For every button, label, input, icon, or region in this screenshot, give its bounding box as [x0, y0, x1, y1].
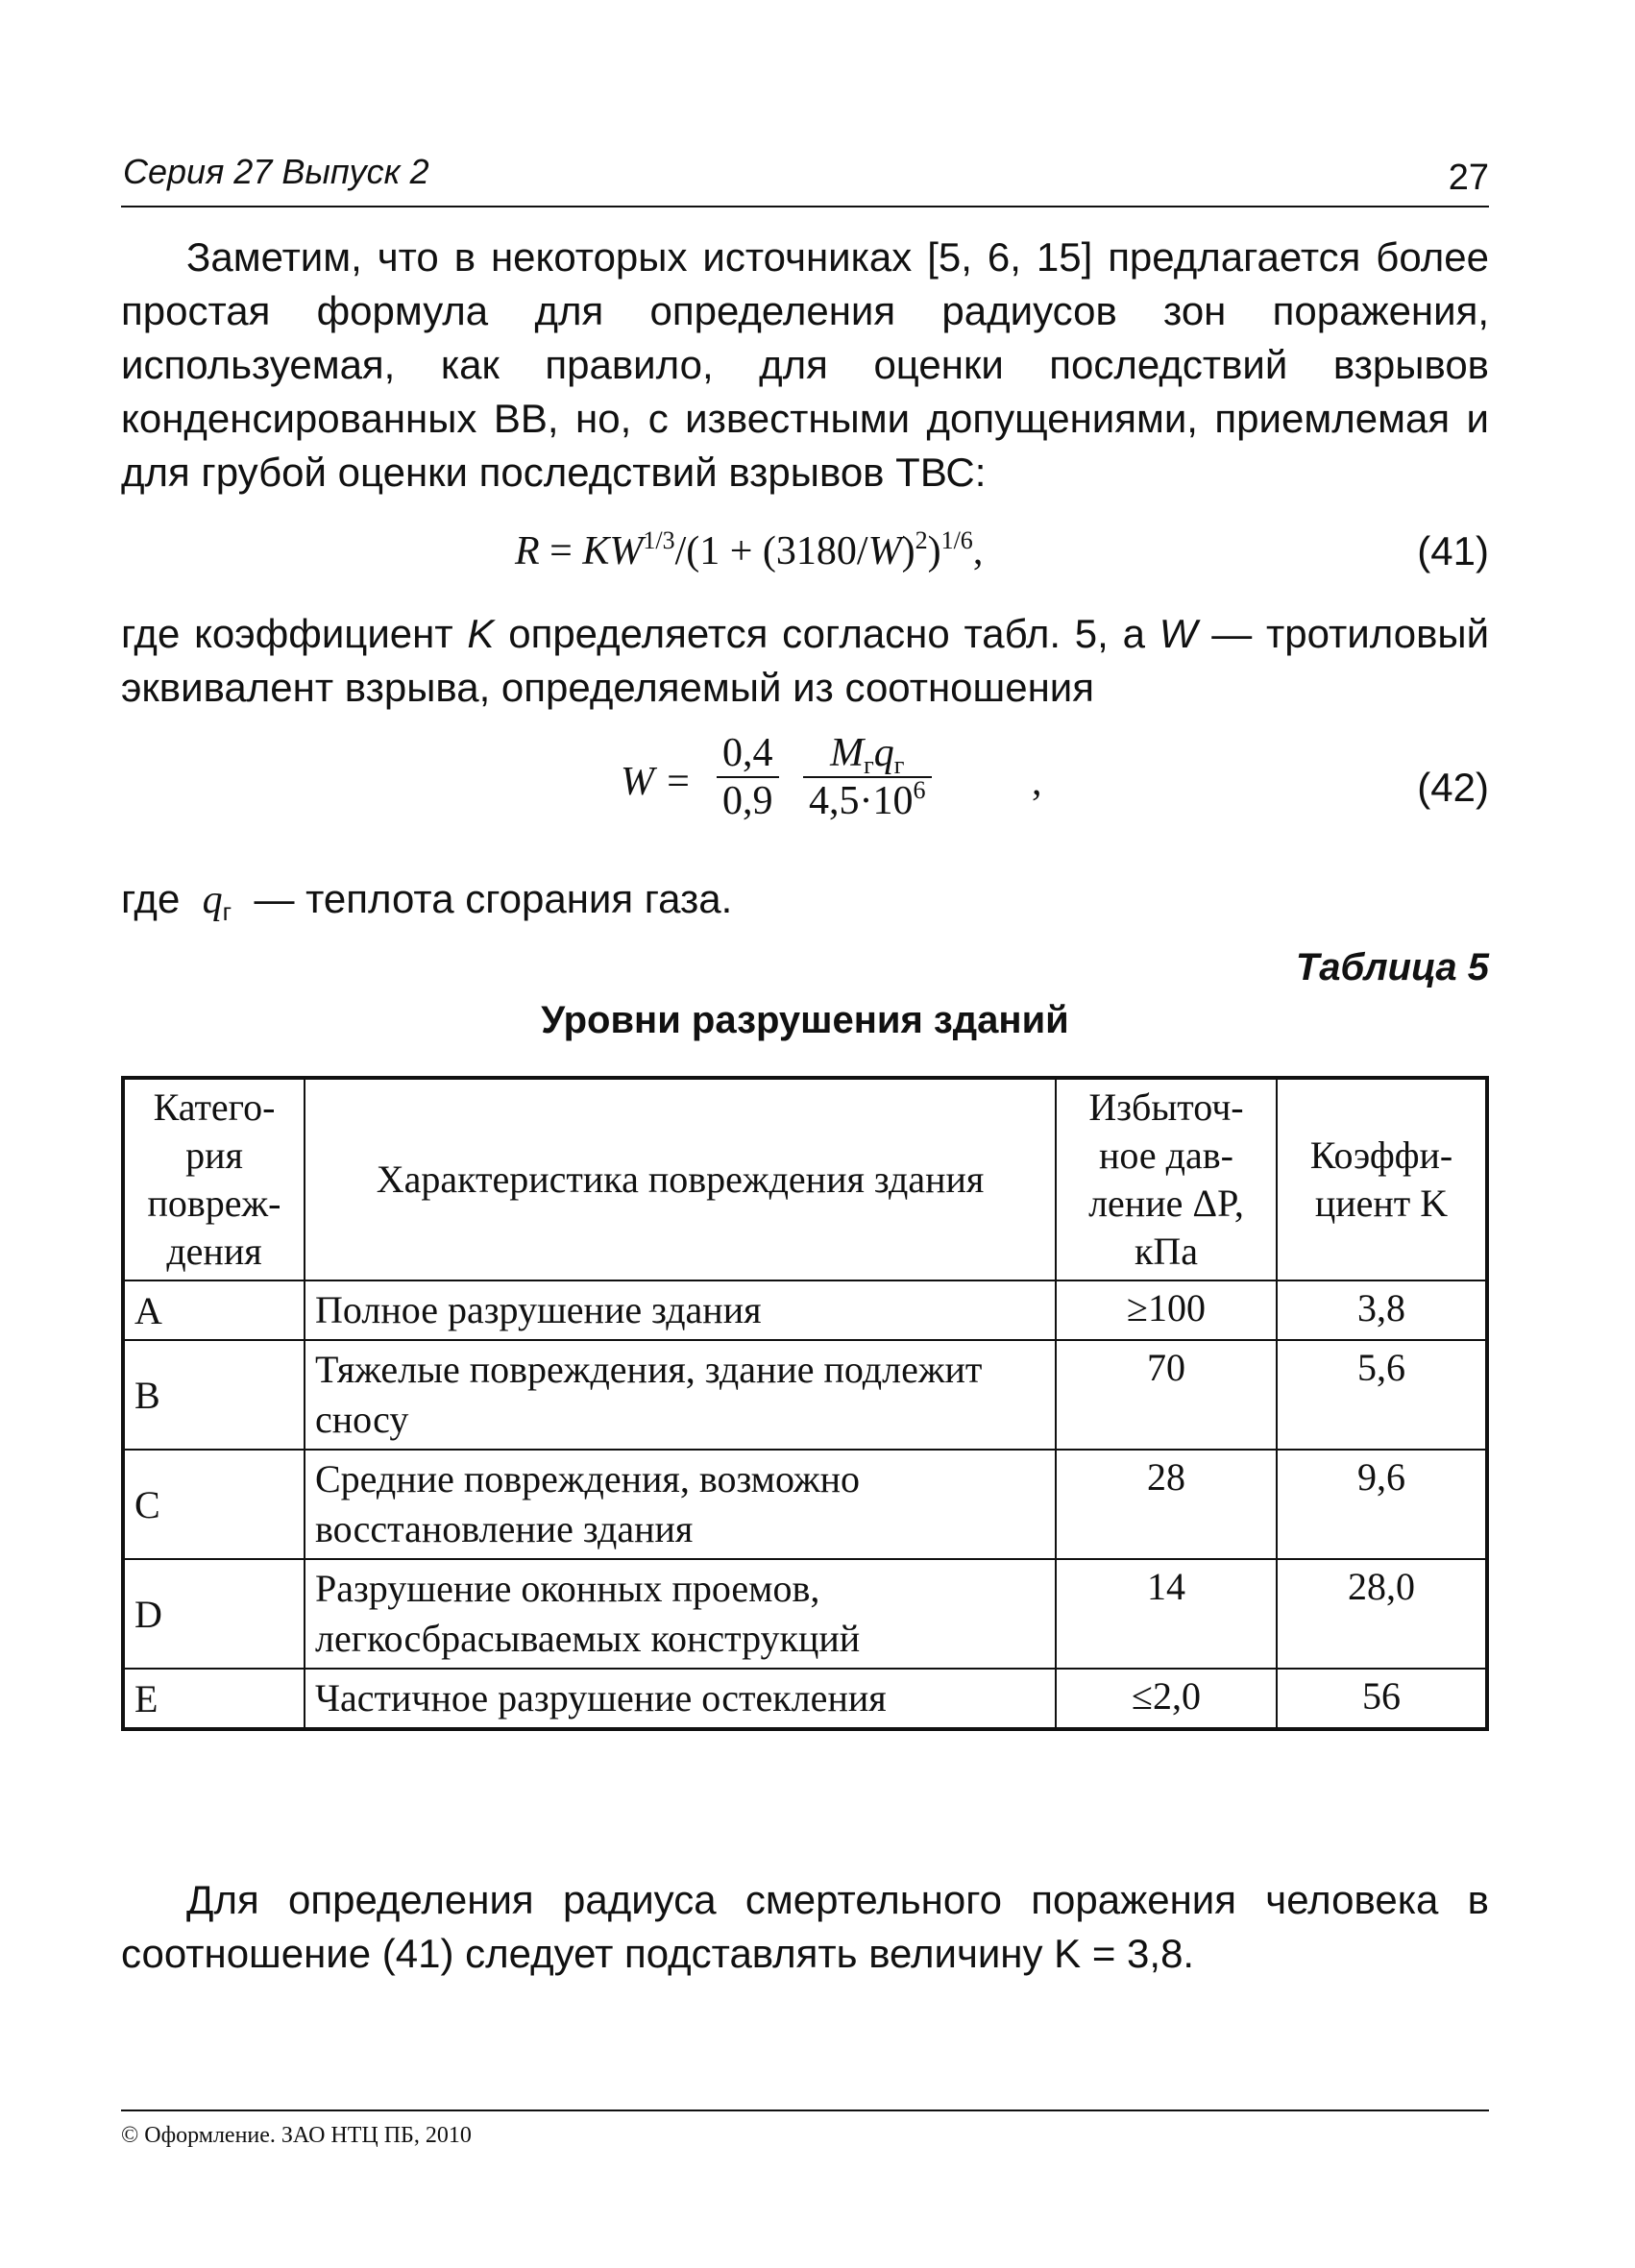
table-row	[123, 1669, 1487, 1729]
fraction-1: $\frac{0,4}{0,9}$	[717, 730, 779, 824]
series-label: Серия 27 Выпуск 2	[123, 152, 429, 191]
equation-number: (42)	[1417, 765, 1489, 810]
table-header-row	[123, 1078, 1487, 1280]
cell-coefficient: 28,0	[1277, 1559, 1487, 1669]
footer-divider	[121, 2109, 1489, 2111]
table-title: Уровни разрушения зданий	[541, 999, 1069, 1041]
cell-pressure: 28	[1056, 1450, 1277, 1559]
table-row	[123, 1280, 1487, 1340]
formula-41: $R = KW^{1/3}/(1 + (3180/W)^2)^{1/6}$,	[515, 526, 984, 573]
paragraph-where-k: где коэффициент K определяется согласно табл. 5, а W — тротиловый эквивалент взрыва, определяемый из соотношения	[121, 611, 1490, 710]
equation-42: W = $\frac{0,4}{0,9}$ $M_гq_г$ $4,5\cdot 10^6$ , (42)	[621, 731, 1489, 823]
equation-41	[121, 528, 1489, 586]
table-row	[123, 1559, 1487, 1669]
cell-description: Разрушение оконных проемов, легкосбрасываемых конструкций	[305, 1559, 1056, 1669]
cell-description: Средние повреждения, возможно восстановление здания	[305, 1450, 1056, 1559]
paragraph-conclusion: Для определения радиуса смертельного поражения человека в соотношение (41) следует подставлять величину K = 3,8.	[121, 1877, 1489, 1976]
damage-levels-table	[121, 1076, 1489, 1731]
cell-category: A	[123, 1280, 305, 1340]
cell-coefficient: 56	[1277, 1669, 1487, 1729]
cell-pressure: 70	[1056, 1340, 1277, 1450]
cell-category: D	[123, 1559, 305, 1669]
cell-description: Частичное разрушение остекления	[305, 1669, 1056, 1729]
paragraph-intro: Заметим, что в некоторых источниках [5, 6, 15] предлагается более простая формула для определения радиусов зон поражения, используемая, как правило, для оценки последствий взрывов конденсированных ВВ, но, с известными допущениями, приемлемая и для грубой оценки последствий взрывов ТВС:	[121, 234, 1489, 495]
page-header	[121, 152, 1489, 207]
header-pressure: Избыточ-ное дав-ление ΔP, кПа	[1056, 1078, 1277, 1280]
table-row	[123, 1450, 1487, 1559]
header-category: Катего-рия повреж-дения	[123, 1078, 305, 1280]
cell-category: E	[123, 1669, 305, 1729]
cell-category: C	[123, 1450, 305, 1559]
cell-description: Полное разрушение здания	[305, 1280, 1056, 1340]
table-row	[123, 1340, 1487, 1450]
fraction-2: $M_гq_г$ $4,5\cdot 10^6$	[803, 730, 932, 824]
cell-category: B	[123, 1340, 305, 1450]
header-description: Характеристика повреждения здания	[305, 1078, 1056, 1280]
cell-pressure: ≥100	[1056, 1280, 1277, 1340]
footer-copyright: © Оформление. ЗАО НТЦ ПБ, 2010	[121, 2123, 472, 2148]
page-number: 27	[1448, 158, 1489, 198]
cell-pressure: 14	[1056, 1559, 1277, 1669]
cell-description: Тяжелые повреждения, здание подлежит сносу	[305, 1340, 1056, 1450]
paragraph-where-q: где $q_г$ — теплота сгорания газа.	[121, 876, 733, 926]
cell-pressure: ≤2,0	[1056, 1669, 1277, 1729]
table-caption: Таблица 5	[1295, 946, 1489, 988]
equation-number: (41)	[1417, 528, 1489, 573]
header-coefficient: Коэффи-циент K	[1277, 1078, 1487, 1280]
cell-coefficient: 3,8	[1277, 1280, 1487, 1340]
cell-coefficient: 9,6	[1277, 1450, 1487, 1559]
cell-coefficient: 5,6	[1277, 1340, 1487, 1450]
